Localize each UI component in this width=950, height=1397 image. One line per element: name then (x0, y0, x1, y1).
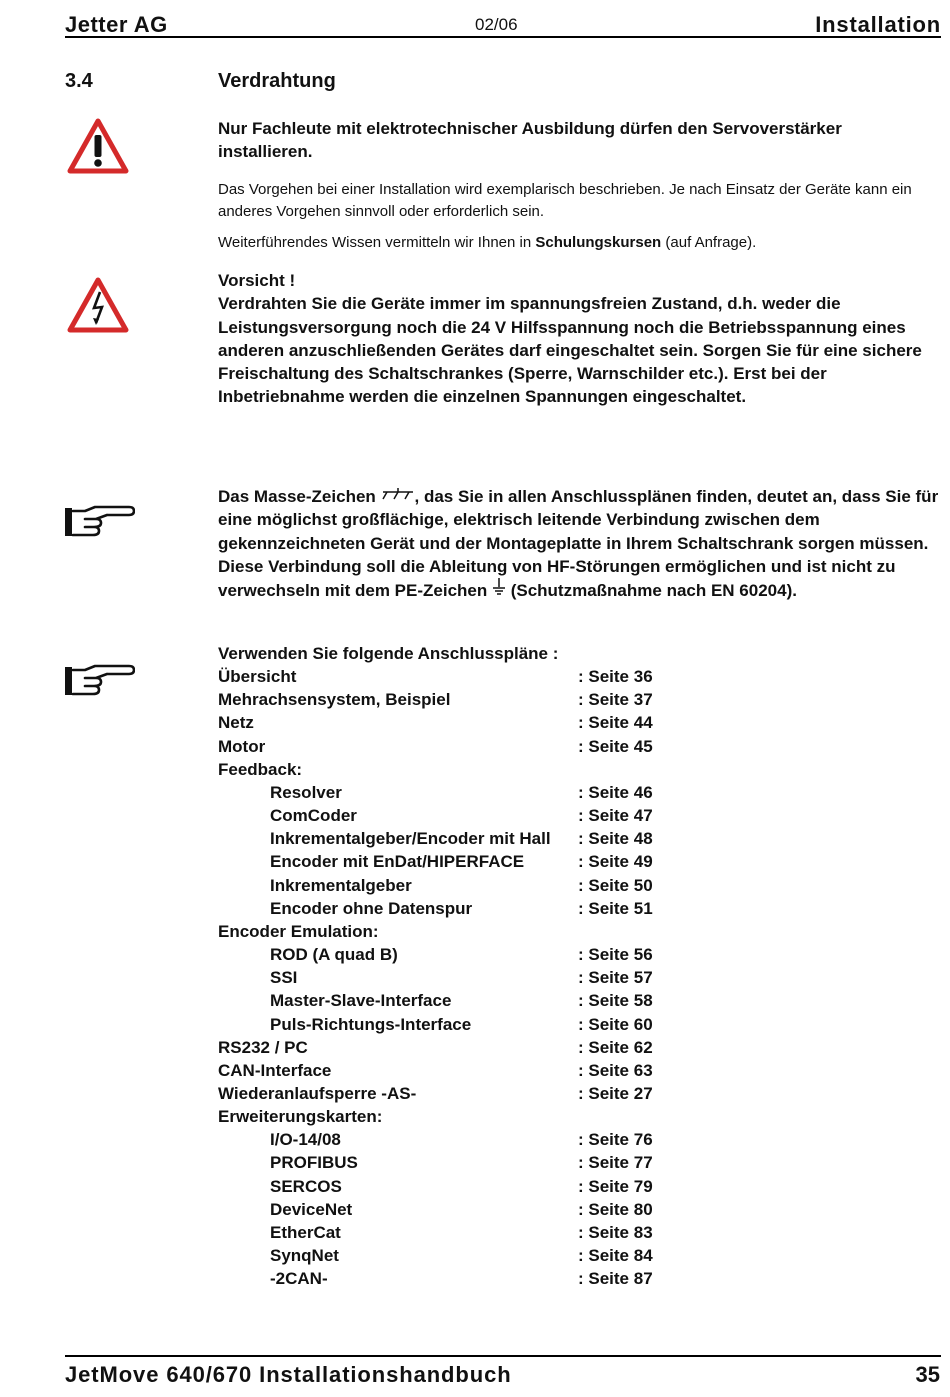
training-courses: Schulungskursen (535, 234, 662, 251)
plan-page-ref: : Seite 57 (578, 968, 653, 988)
plan-label: PROFIBUS (270, 1153, 358, 1173)
list-item (218, 1198, 678, 1221)
plan-page-ref: : Seite 76 (578, 1130, 653, 1150)
list-item (218, 943, 678, 966)
plan-page-ref: : Seite 83 (578, 1222, 653, 1242)
plan-label: Feedback: (218, 759, 303, 779)
plan-page-ref: : Seite 79 (578, 1176, 653, 1196)
footer-rule (65, 1355, 941, 1357)
footer-page-number: 35 (915, 1362, 940, 1387)
protective-earth-symbol (492, 578, 506, 602)
connection-plans-heading-text: Verwenden Sie folgende Anschlusspläne : (218, 644, 559, 663)
warning-triangle-icon (67, 118, 129, 174)
list-item (218, 989, 678, 1012)
plan-label: Netz (218, 713, 254, 733)
plan-label: I/O-14/08 (270, 1130, 341, 1150)
list-item (218, 665, 678, 688)
plan-page-ref: : Seite 56 (578, 945, 653, 965)
list-item (218, 688, 678, 711)
plan-label: ROD (A quad B) (270, 945, 398, 965)
plan-page-ref: : Seite 45 (578, 736, 653, 756)
plan-page-ref: : Seite 87 (578, 1269, 653, 1289)
plan-page-ref: : Seite 27 (578, 1083, 653, 1103)
list-item (218, 1082, 678, 1105)
list-item (218, 897, 678, 920)
plan-page-ref: : Seite 46 (578, 782, 653, 802)
plan-label: CAN-Interface (218, 1060, 332, 1080)
plan-page-ref: : Seite 36 (578, 667, 653, 687)
footer-manual-title: JetMove 640/670 Installationshandbuch (65, 1362, 512, 1387)
header-date: 02/06 (475, 15, 518, 34)
plan-page-ref: : Seite 51 (578, 898, 653, 918)
connection-plans-list (218, 642, 678, 1290)
ground-note-part2: , das Sie in allen Anschlussplänen finden, deutet an, dass Sie für eine möglichst großflächige, elektrisch leitende Verbindung zwischen dem gekennzeichneten Gerät und der Montageplatte in Ihrem Schaltschrank sorgen müssen. Diese Verbindung soll die Ableitung von HF-Störungen ermöglichen und ist nicht zu verwechseln mit dem PE-Zeichen (218, 487, 939, 601)
list-item (218, 735, 678, 758)
plan-label: Inkrementalgeber (270, 875, 412, 895)
plan-page-ref: : Seite 80 (578, 1199, 653, 1219)
ground-note-part3: (Schutzmaßnahme nach EN 60204). (505, 581, 797, 601)
plan-label: EtherCat (270, 1222, 341, 1242)
plan-page-ref: : Seite 60 (578, 1014, 653, 1034)
pointing-hand-icon (63, 663, 135, 699)
plan-label: SERCOS (270, 1176, 342, 1196)
list-item (218, 1244, 678, 1267)
plan-rows (218, 665, 678, 1290)
plan-page-ref: : Seite 44 (578, 713, 653, 733)
section-number: 3.4 (65, 70, 93, 92)
section-title: Verdrahtung (218, 70, 336, 92)
list-item (218, 804, 678, 827)
plan-label: Motor (218, 736, 266, 756)
plan-page-ref: : Seite 62 (578, 1037, 653, 1057)
header-chapter: Installation (815, 12, 941, 37)
list-item (218, 966, 678, 989)
plan-label: Resolver (270, 782, 342, 802)
list-item (218, 1151, 678, 1174)
plan-label: Encoder ohne Datenspur (270, 898, 473, 918)
ground-symbol-note (218, 485, 946, 602)
caution-title: Vorsicht ! (218, 271, 296, 290)
plan-label: RS232 / PC (218, 1037, 308, 1057)
list-item (218, 1221, 678, 1244)
header-company: Jetter AG (65, 12, 168, 37)
connection-plans-heading (218, 642, 678, 665)
list-item (218, 850, 678, 873)
list-item (218, 874, 678, 897)
procedure-note: Das Vorgehen bei einer Installation wird exemplarisch beschrieben. Je nach Einsatz der Geräte kann ein anderes Vorgehen sinnvoll oder erforderlich sein. (218, 181, 912, 220)
qualification-warning: Nur Fachleute mit elektrotechnischer Ausbildung dürfen den Servoverstärker installieren. (218, 119, 842, 162)
list-item (218, 781, 678, 804)
plan-page-ref: : Seite 63 (578, 1060, 653, 1080)
list-item (218, 711, 678, 734)
plan-label: Wiederanlaufsperre -AS- (218, 1083, 417, 1103)
caution-block (218, 269, 933, 409)
list-item (218, 1267, 678, 1290)
list-item (218, 1013, 678, 1036)
list-item (218, 1036, 678, 1059)
plan-label: SynqNet (270, 1246, 339, 1266)
plan-label: Erweiterungskarten: (218, 1107, 383, 1127)
plan-label: Encoder mit EnDat/HIPERFACE (270, 852, 525, 872)
plan-page-ref: : Seite 37 (578, 690, 653, 710)
caution-text: Verdrahten Sie die Geräte immer im spannungsfreien Zustand, d.h. weder die Leistungsversorgung noch die 24 V Hilfsspannung noch die Betriebsspannung eines anderen anzuschließenden Gerätes darf eingeschaltet sein. Sorgen Sie für eine sichere Freischaltung des Schaltschrankes (Sperre, Warnschilder etc.). Erst bei der Inbetriebnahme werden die einzelnen Spannungen eingeschaltet. (218, 294, 922, 407)
plan-label: Master-Slave-Interface (270, 991, 452, 1011)
plan-page-ref: : Seite 48 (578, 829, 653, 849)
plan-page-ref: : Seite 58 (578, 991, 653, 1011)
pointing-hand-icon (63, 504, 135, 540)
training-note (218, 232, 943, 254)
plan-label: Inkrementalgeber/Encoder mit Hall (270, 829, 551, 849)
plan-label: SSI (270, 968, 298, 988)
page-header (65, 10, 941, 38)
list-item (218, 758, 678, 781)
high-voltage-icon (67, 277, 129, 333)
list-item (218, 920, 678, 943)
chassis-ground-symbol (381, 485, 415, 508)
training-text-post: (auf Anfrage). (661, 234, 757, 251)
list-item (218, 1128, 678, 1151)
training-text-pre: Weiterführendes Wissen vermitteln wir Ihnen in (218, 234, 536, 251)
plan-page-ref: : Seite 47 (578, 806, 653, 826)
plan-label: ComCoder (270, 806, 357, 826)
ground-note-part1: Das Masse-Zeichen (218, 487, 381, 506)
plan-page-ref: : Seite 77 (578, 1153, 653, 1173)
list-item (218, 1059, 678, 1082)
plan-label: Übersicht (218, 667, 297, 687)
list-item (218, 827, 678, 850)
list-item (218, 1105, 678, 1128)
plan-label: Puls-Richtungs-Interface (270, 1014, 472, 1034)
plan-label: DeviceNet (270, 1199, 353, 1219)
plan-label: Encoder Emulation: (218, 921, 379, 941)
plan-label: -2CAN- (270, 1269, 328, 1289)
plan-page-ref: : Seite 49 (578, 852, 653, 872)
list-item (218, 1175, 678, 1198)
plan-page-ref: : Seite 84 (578, 1246, 653, 1266)
plan-label: Mehrachsensystem, Beispiel (218, 690, 451, 710)
plan-page-ref: : Seite 50 (578, 875, 653, 895)
